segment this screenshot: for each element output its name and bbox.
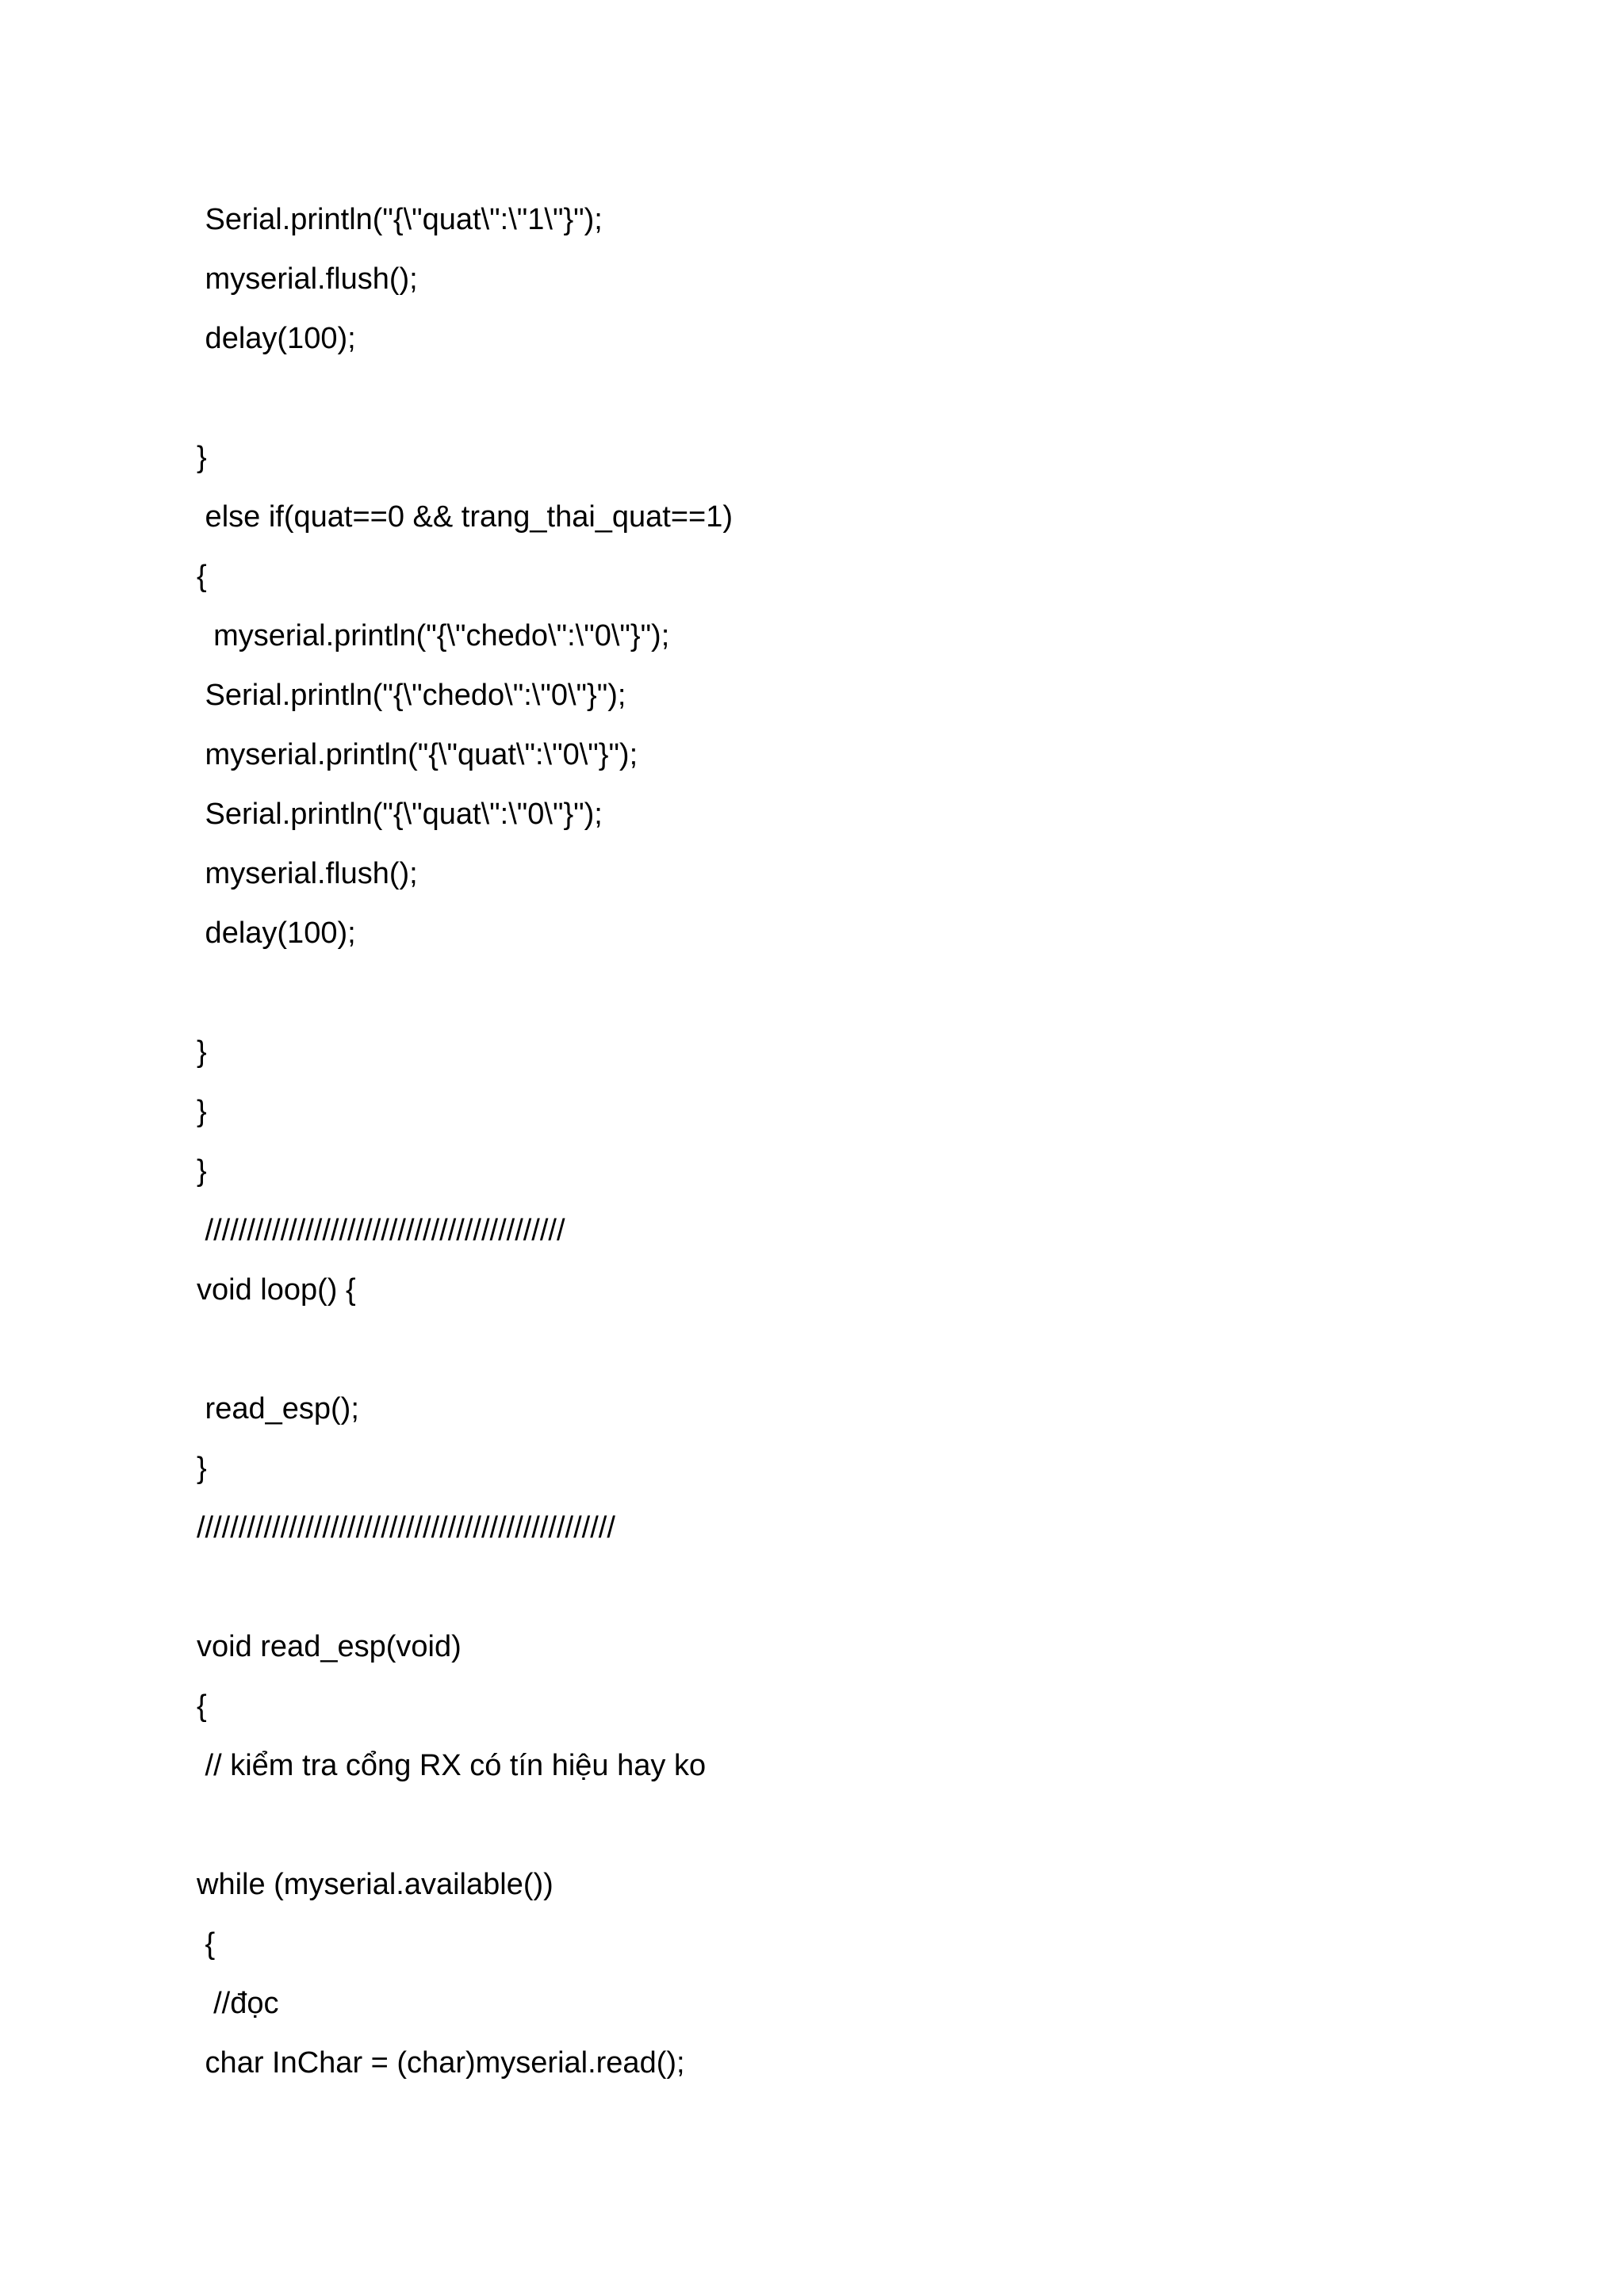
code-line: myserial.flush(); <box>197 857 418 890</box>
code-line: delay(100); <box>197 322 356 355</box>
code-line: //đọc <box>197 1987 279 2020</box>
code-line: } <box>197 1452 207 1485</box>
code-line: } <box>197 441 207 474</box>
code-line: // kiểm tra cổng RX có tín hiệu hay ko <box>197 1749 707 1782</box>
code-line: ////////////////////////////////////////////////// <box>197 1511 615 1544</box>
code-line <box>197 1796 733 1855</box>
code-line: myserial.flush(); <box>197 262 418 296</box>
code-line: { <box>197 560 207 593</box>
code-line: /////////////////////////////////////////// <box>197 1214 565 1247</box>
code-line: } <box>197 1154 207 1188</box>
code-line: void read_esp(void) <box>197 1630 462 1663</box>
code-line: while (myserial.available()) <box>197 1868 553 1901</box>
code-line: Serial.println("{\"quat\":\"0\"}"); <box>197 798 603 831</box>
code-line: else if(quat==0 && trang_thai_quat==1) <box>197 500 733 534</box>
code-line <box>197 963 733 1023</box>
code-line: read_esp(); <box>197 1392 359 1425</box>
code-line <box>197 1320 733 1380</box>
code-listing <box>197 190 733 2093</box>
code-line: delay(100); <box>197 916 356 950</box>
code-line: void loop() { <box>197 1273 356 1307</box>
code-line: } <box>197 1035 207 1069</box>
code-line: } <box>197 1095 207 1128</box>
code-line <box>197 1558 733 1617</box>
code-line: Serial.println("{\"chedo\":\"0\"}"); <box>197 679 626 712</box>
code-line: myserial.println("{\"chedo\":\"0\"}"); <box>197 619 670 652</box>
code-line <box>197 369 733 428</box>
code-line: Serial.println("{\"quat\":\"1\"}"); <box>197 203 603 236</box>
code-line: { <box>197 1689 207 1723</box>
code-line: char InChar = (char)myserial.read(); <box>197 2046 685 2080</box>
code-line: { <box>197 1927 216 1961</box>
code-line: myserial.println("{\"quat\":\"0\"}"); <box>197 738 638 771</box>
